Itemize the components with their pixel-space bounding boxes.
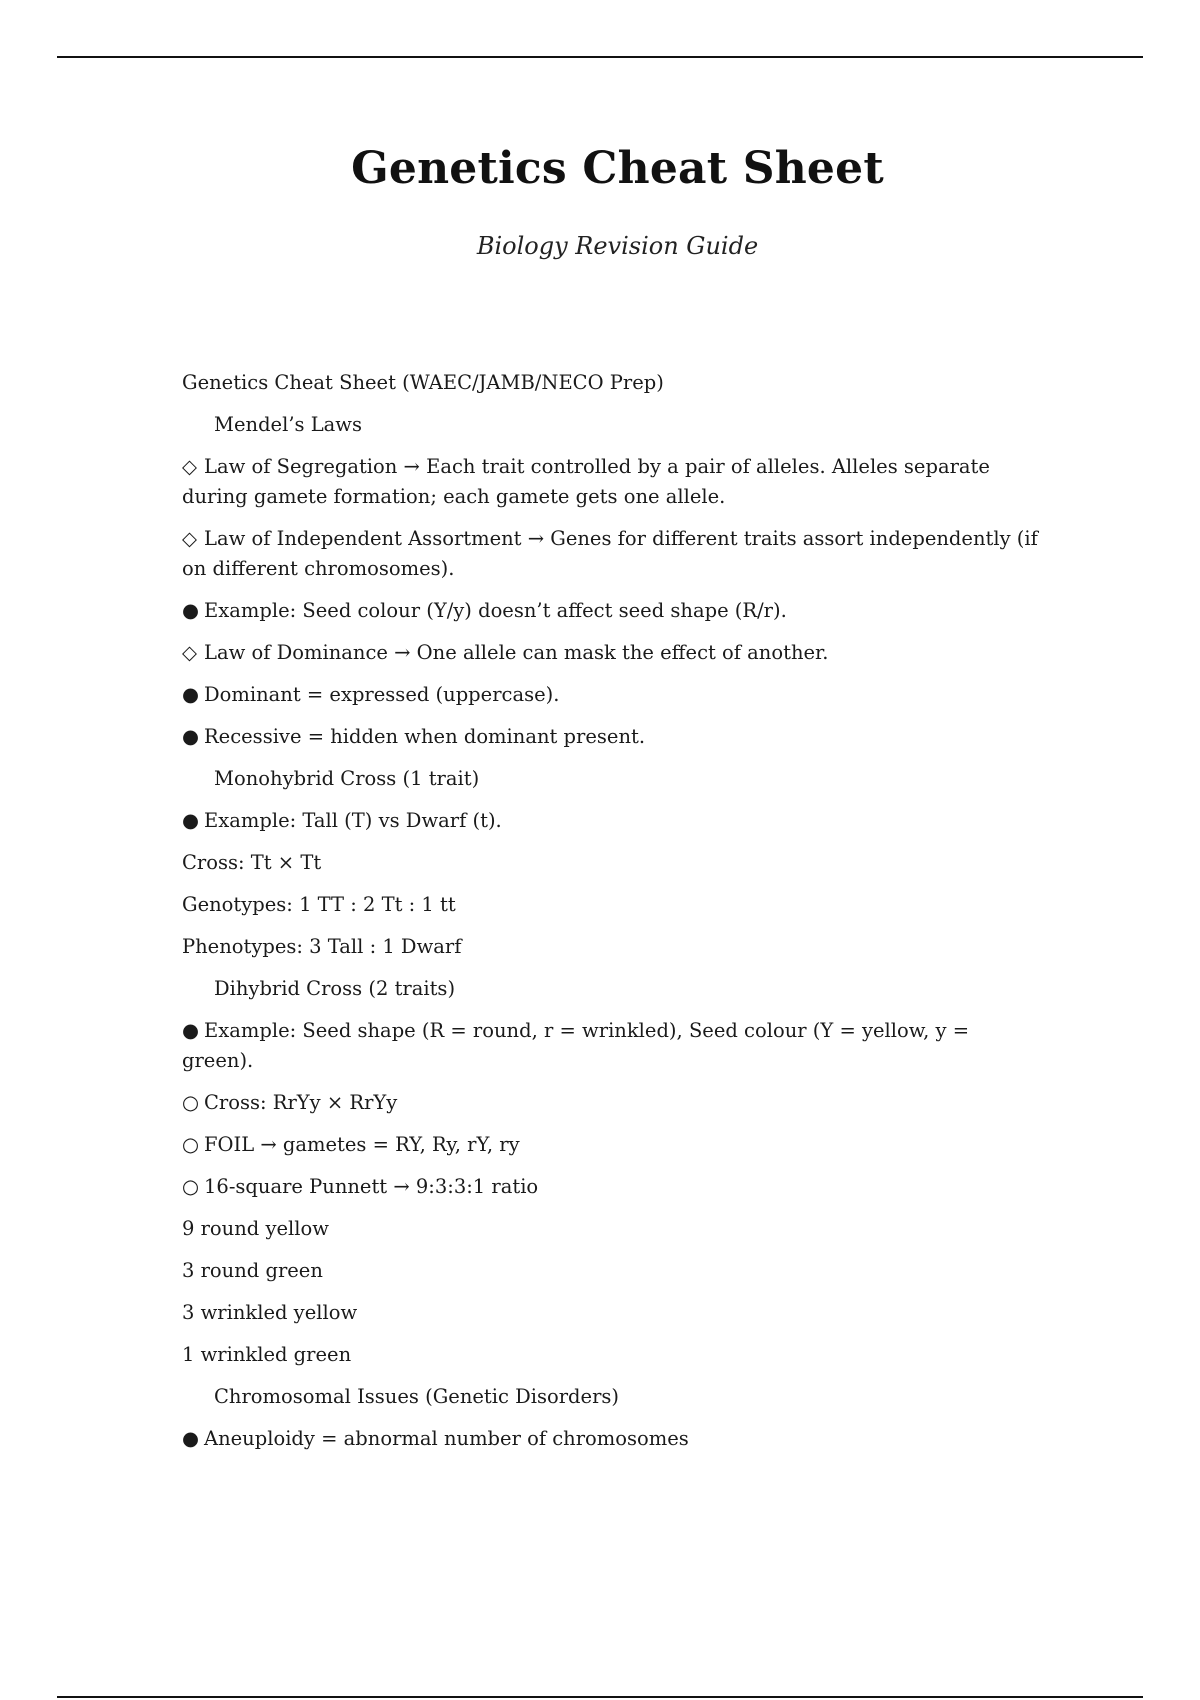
section-heading [182, 764, 1042, 794]
diamond-list-item [182, 524, 1042, 584]
line-text: Aneuploidy = abnormal number of chromosomes [204, 1427, 689, 1450]
hollow-circle-bullet-icon: ○ [182, 1091, 200, 1114]
line-text: Law of Independent Assortment → Genes for different traits assort independently (if on different chromosomes). [182, 527, 1038, 580]
bullet-list-item [182, 680, 1042, 710]
diamond-bullet-icon: ◇ [182, 455, 197, 478]
line-text: Recessive = hidden when dominant present. [204, 725, 646, 748]
bullet-list-item [182, 806, 1042, 836]
line-text: Dihybrid Cross (2 traits) [214, 977, 456, 1000]
bullet-list-item [182, 596, 1042, 626]
line-text: Monohybrid Cross (1 trait) [214, 767, 480, 790]
filled-circle-bullet-icon: ● [182, 683, 200, 706]
line-text: 9 round yellow [182, 1217, 329, 1240]
filled-circle-bullet-icon: ● [182, 1019, 200, 1042]
line-text: Genotypes: 1 TT : 2 Tt : 1 tt [182, 893, 456, 916]
line-text: Genetics Cheat Sheet (WAEC/JAMB/NECO Prep) [182, 371, 664, 394]
line-text: FOIL → gametes = RY, Ry, rY, ry [204, 1133, 520, 1156]
filled-circle-bullet-icon: ● [182, 809, 200, 832]
document-body [182, 368, 1042, 1466]
line-text: 3 round green [182, 1259, 323, 1282]
hollow-circle-bullet-icon: ○ [182, 1133, 200, 1156]
line-text: 3 wrinkled yellow [182, 1301, 358, 1324]
line-text: Dominant = expressed (uppercase). [204, 683, 560, 706]
top-rule [57, 56, 1143, 58]
document-subtitle: Biology Revision Guide [476, 232, 759, 260]
text-line [182, 1298, 1042, 1328]
line-text: 1 wrinkled green [182, 1343, 352, 1366]
diamond-bullet-icon: ◇ [182, 641, 197, 664]
line-text: Example: Seed colour (Y/y) doesn’t affect seed shape (R/r). [204, 599, 787, 622]
section-heading [182, 1382, 1042, 1412]
circle-list-item [182, 1088, 1042, 1118]
text-line [182, 368, 1042, 398]
bullet-list-item [182, 722, 1042, 752]
circle-list-item [182, 1130, 1042, 1160]
section-heading [182, 410, 1042, 440]
text-line [182, 848, 1042, 878]
line-text: Mendel’s Laws [214, 413, 363, 436]
line-text: Cross: Tt × Tt [182, 851, 322, 874]
filled-circle-bullet-icon: ● [182, 1427, 200, 1450]
text-line [182, 1256, 1042, 1286]
line-text: Cross: RrYy × RrYy [204, 1091, 398, 1114]
line-text: 16-square Punnett → 9:3:3:1 ratio [204, 1175, 539, 1198]
diamond-list-item [182, 638, 1042, 668]
line-text: Example: Seed shape (R = round, r = wrinkled), Seed colour (Y = yellow, y = green). [182, 1019, 970, 1072]
line-text: Phenotypes: 3 Tall : 1 Dwarf [182, 935, 462, 958]
text-line [182, 932, 1042, 962]
text-line [182, 890, 1042, 920]
text-line [182, 1340, 1042, 1370]
line-text: Law of Dominance → One allele can mask the effect of another. [204, 641, 829, 664]
bullet-list-item [182, 1424, 1042, 1454]
line-text: Law of Segregation → Each trait controlled by a pair of alleles. Alleles separate during gamete formation; each gamete gets one allele. [182, 455, 990, 508]
circle-list-item [182, 1172, 1042, 1202]
bottom-rule [57, 1696, 1143, 1698]
text-line [182, 1214, 1042, 1244]
bullet-list-item [182, 1016, 1042, 1076]
section-heading [182, 974, 1042, 1004]
document-title: Genetics Cheat Sheet [351, 143, 884, 194]
diamond-bullet-icon: ◇ [182, 527, 197, 550]
hollow-circle-bullet-icon: ○ [182, 1175, 200, 1198]
filled-circle-bullet-icon: ● [182, 599, 200, 622]
filled-circle-bullet-icon: ● [182, 725, 200, 748]
diamond-list-item [182, 452, 1042, 512]
line-text: Example: Tall (T) vs Dwarf (t). [204, 809, 502, 832]
line-text: Chromosomal Issues (Genetic Disorders) [214, 1385, 620, 1408]
